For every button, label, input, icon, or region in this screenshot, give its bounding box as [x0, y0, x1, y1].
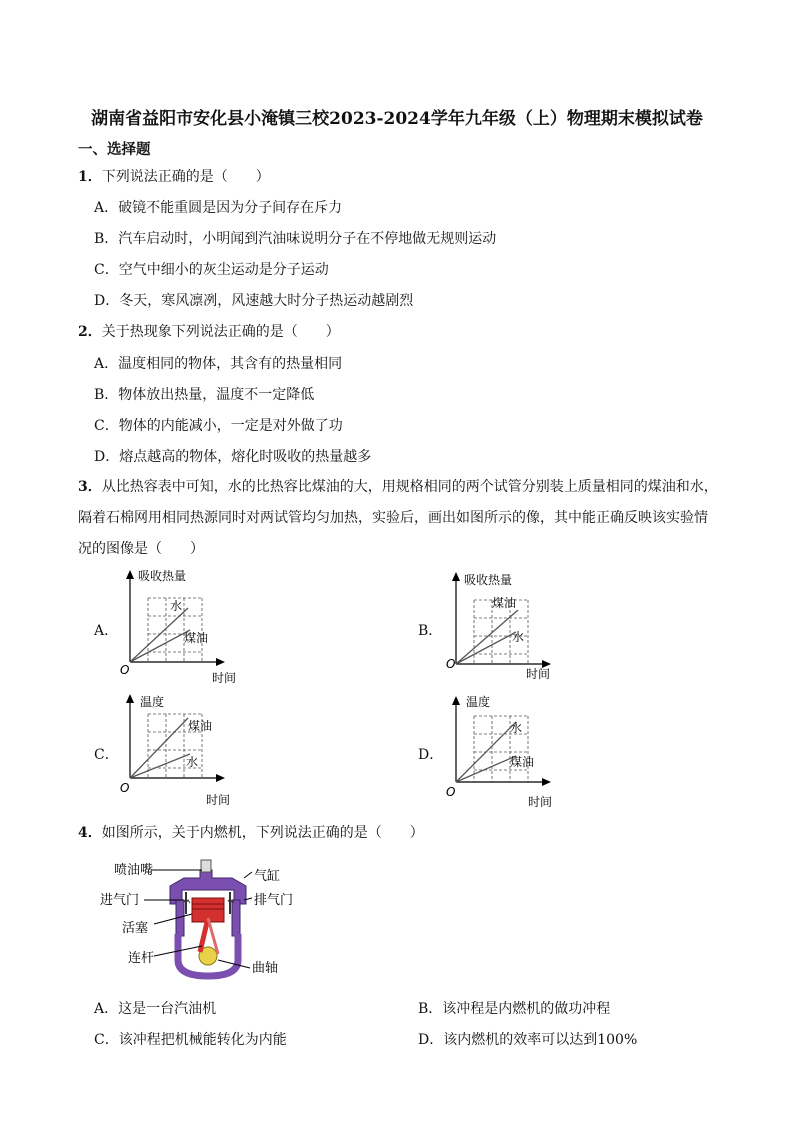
q2-option-d: D．熔点越高的物体，熔化时吸收的热量越多	[94, 449, 372, 465]
q1-option-c: C．空气中细小的灰尘运动是分子运动	[94, 262, 329, 278]
question-4	[78, 822, 424, 842]
q3-option-c-graph	[110, 692, 250, 810]
q2-option-a: A．温度相同的物体，其含有的热量相同	[94, 356, 343, 372]
question-stem-line3: 况的图像是（ ）	[78, 541, 204, 557]
question-stem: 如图所示，关于内燃机，下列说法正确的是（ ）	[101, 825, 424, 841]
q1-option-a: A．破镜不能重圆是因为分子间存在斥力	[94, 200, 343, 216]
y-axis-label: 吸收热量	[464, 573, 513, 587]
label-cylinder: 气缸	[254, 869, 281, 884]
y-axis-label: 温度	[140, 695, 165, 709]
y-axis-label: 温度	[466, 695, 491, 709]
question-3	[78, 472, 758, 565]
q3-option-b-graph	[436, 570, 576, 688]
question-number: 4．	[78, 825, 102, 841]
question-number: 3．	[78, 479, 102, 495]
question-2	[78, 321, 340, 341]
x-axis-label: 时间	[526, 667, 551, 681]
y-axis-label: 吸收热量	[138, 569, 187, 583]
question-1	[78, 166, 270, 186]
label-nozzle: 喷油嘴	[114, 863, 154, 878]
x-axis-label: 时间	[206, 793, 231, 807]
lower-line-label: 水	[186, 755, 199, 769]
q1-option-b: B．汽车启动时，小明闻到汽油味说明分子在不停地做无规则运动	[94, 231, 497, 247]
origin-label: O	[120, 663, 130, 677]
q2-option-c: C．物体的内能减小，一定是对外做了功	[94, 418, 343, 434]
q4-option-d: D．该内燃机的效率可以达到100%	[418, 1032, 638, 1048]
question-stem-line1: 从比热容表中可知，水的比热容比煤油的大，用规格相同的两个试管分别装上质量相同的煤油和水，	[101, 479, 718, 495]
upper-line-label: 煤油	[492, 596, 517, 610]
section-heading: 一、选择题	[78, 141, 151, 158]
nozzle-shape	[201, 860, 211, 872]
origin-label: O	[120, 781, 130, 795]
upper-line-label: 水	[170, 599, 183, 613]
page-title: 湖南省益阳市安化县小淹镇三校2023-2024学年九年级（上）物理期末模拟试卷	[91, 109, 703, 129]
q2-option-b: B．物体放出热量，温度不一定降低	[94, 387, 315, 403]
q4-option-c: C．该冲程把机械能转化为内能	[94, 1032, 287, 1048]
q4-option-a: A．这是一台汽油机	[94, 1001, 217, 1017]
q3-option-c-letter: C．	[94, 747, 119, 763]
question-number: 2．	[78, 324, 102, 340]
upper-line-label: 煤油	[188, 719, 213, 733]
q3-option-a-graph	[110, 568, 250, 686]
origin-label: O	[446, 657, 456, 671]
q4-option-b: B．该冲程是内燃机的做功冲程	[418, 1001, 611, 1017]
x-axis-label: 时间	[528, 795, 553, 809]
lower-line-label: 煤油	[184, 631, 209, 645]
q3-option-d-letter: D．	[418, 747, 444, 763]
q3-option-d-graph	[436, 694, 576, 812]
label-exhaust-valve: 排气门	[254, 893, 294, 908]
upper-line-label: 水	[510, 721, 523, 735]
label-intake-valve: 进气门	[100, 893, 140, 908]
q1-option-d: D．冬天，寒风凛冽，风速越大时分子热运动越剧烈	[94, 293, 414, 309]
question-stem-line2: 隔着石棉网用相同热源同时对两试管均匀加热，实验后，画出如图所示的像，其中能正确反映该实验情	[78, 510, 708, 526]
q3-option-a-letter: A．	[94, 623, 119, 639]
lower-line-label: 煤油	[510, 755, 535, 769]
x-axis-label: 时间	[212, 671, 237, 685]
question-number: 1．	[78, 169, 102, 185]
question-stem: 关于热现象下列说法正确的是（ ）	[101, 324, 340, 340]
q3-option-b-letter: B．	[418, 623, 443, 639]
label-connecting-rod: 连杆	[128, 951, 155, 966]
engine-diagram	[92, 856, 312, 980]
label-crankshaft: 曲轴	[252, 961, 279, 976]
lower-line-label: 水	[512, 630, 525, 644]
question-stem: 下列说法正确的是（ ）	[101, 169, 270, 185]
label-piston: 活塞	[122, 921, 149, 936]
origin-label: O	[446, 785, 456, 799]
